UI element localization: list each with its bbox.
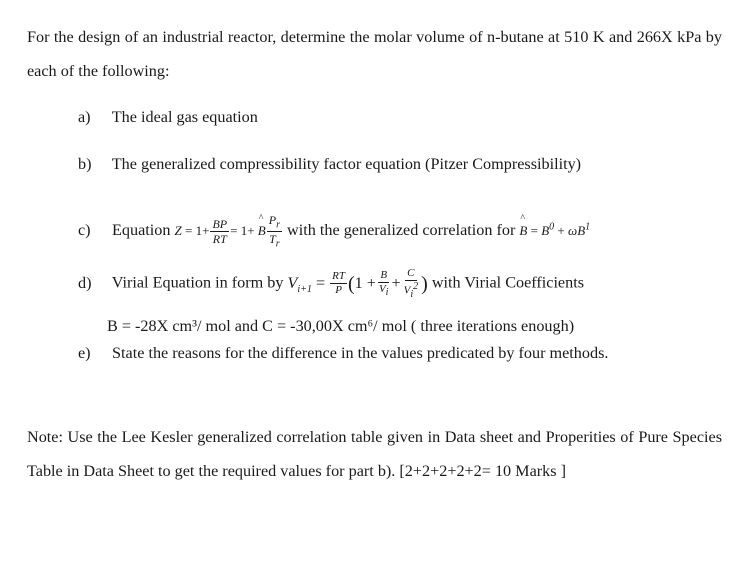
item-a-label: a) — [78, 108, 91, 126]
item-a — [78, 108, 258, 127]
item-d-label: d) — [78, 273, 92, 292]
item-a-text: The ideal gas equation — [111, 108, 258, 126]
item-d — [78, 268, 584, 300]
item-c — [78, 214, 590, 250]
item-c-mid: with the generalized correlation for — [287, 220, 516, 239]
item-b-label: b) — [78, 155, 92, 173]
item-e-label: e) — [78, 344, 91, 362]
correlation-equation: ^ $B = B^0 + \omega B^1$ — [519, 223, 590, 238]
item-d-pre: Virial Equation in form by — [111, 273, 284, 292]
item-c-label: c) — [78, 220, 91, 239]
note-paragraph: Note: Use the Lee Kesler generalized correlation table given in Data sheet and Properities of Pure Species Table in Data Sheet to get the required values for part b). [2+2+2+2+2= 10 Marks ] — [27, 428, 722, 480]
item-e-text: State the reasons for the difference in the values predicated by four methods. — [112, 344, 609, 362]
item-c-pre: Equation — [112, 220, 171, 239]
item-b — [78, 155, 581, 174]
virial-equation: $V_{i+1}$ = $\frac{RT}{P}$ (1 + $\frac{B}{V_i}$ + $\frac{C}{V_i^2}$ ) — [287, 267, 428, 300]
item-d-post: with Virial Coefficients — [431, 273, 585, 292]
compressibility-equation: Z = 1+ $\frac{BP}{RT}$ = 1+ ^ B $\frac{P_r}{T_r}$ — [175, 223, 283, 238]
virial-coefficients: B = -28X cm³/ mol and C = -30,00X cm⁶/ mol ( three iterations enough) — [107, 317, 575, 335]
item-b-text: The generalized compressibility factor equation (Pitzer Compressibility) — [111, 155, 582, 173]
problem-intro: For the design of an industrial reactor, determine the molar volume of n-butane at 510 K and 266X kPa by each of the following: — [27, 28, 722, 80]
item-e — [78, 344, 608, 363]
